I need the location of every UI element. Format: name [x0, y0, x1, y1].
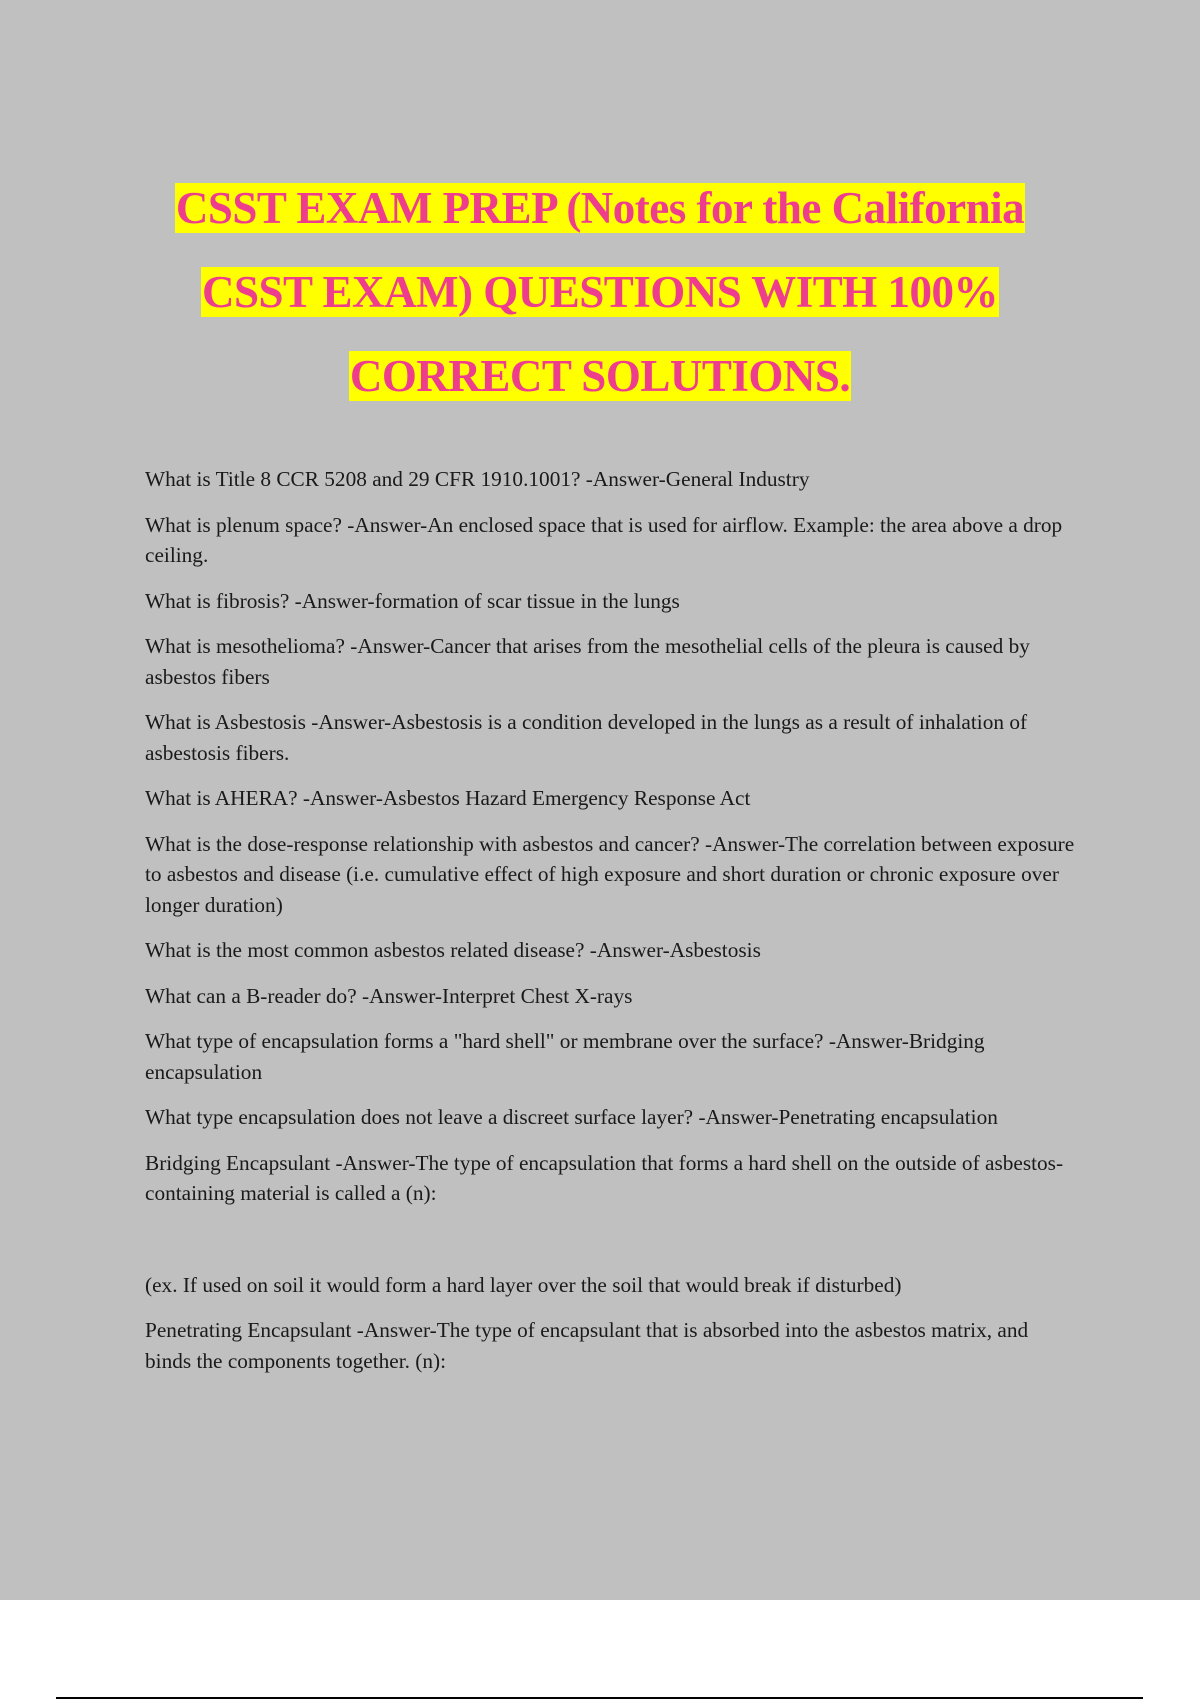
qa-entry: What is AHERA? -Answer-Asbestos Hazard Emergency Response Act — [145, 786, 751, 810]
qa-entry: What is the most common asbestos related disease? -Answer-Asbestosis — [145, 938, 761, 962]
document-title — [0, 166, 1200, 418]
qa-entry: What is Asbestosis -Answer-Asbestosis is a condition developed in the lungs as a result of inhalation of asbestosis fibers. — [145, 710, 1028, 765]
qa-list — [145, 464, 1075, 1391]
qa-entry: What is mesothelioma? -Answer-Cancer that arises from the mesothelial cells of the pleura is caused by asbestos fibers — [145, 634, 1030, 689]
qa-entry: What type of encapsulation forms a "hard shell" or membrane over the surface? -Answer-Bridging encapsulation — [145, 1029, 985, 1084]
title-line-text: CSST EXAM PREP (Notes for the California — [175, 183, 1025, 233]
qa-entry: What type encapsulation does not leave a discreet surface layer? -Answer-Penetrating encapsulation — [145, 1105, 998, 1129]
title-line — [0, 250, 1200, 334]
qa-entry: What is fibrosis? -Answer-formation of scar tissue in the lungs — [145, 588, 680, 613]
qa-entry: What is plenum space? -Answer-An enclosed space that is used for airflow. Example: the area above a drop ceiling. — [145, 512, 1063, 567]
qa-entry: Bridging Encapsulant -Answer-The type of encapsulation that forms a hard shell on the outside of asbestos-containing material is called a (n): — [145, 1150, 1064, 1205]
title-line — [0, 334, 1200, 418]
qa-entry-example: (ex. If used on soil it would form a hard layer over the soil that would break if disturbed) — [145, 1272, 902, 1297]
qa-entry: What is Title 8 CCR 5208 and 29 CFR 1910.1001? -Answer-General Industry — [145, 467, 810, 491]
qa-entry: Penetrating Encapsulant -Answer-The type of encapsulant that is absorbed into the asbestos matrix, and binds the components together. (n): — [145, 1318, 1029, 1373]
qa-entry: What can a B-reader do? -Answer-Interpret Chest X-rays — [145, 983, 633, 1008]
title-line — [0, 166, 1200, 250]
title-line-text: CORRECT SOLUTIONS. — [349, 351, 851, 401]
qa-entry: What is the dose-response relationship with asbestos and cancer? -Answer-The correlation between exposure to asbestos and disease (i.e. cumulative effect of high exposure and short duration or chronic exposure over longer duration) — [145, 831, 1075, 917]
footer-divider — [56, 1697, 1143, 1699]
title-line-text: CSST EXAM) QUESTIONS WITH 100% — [201, 267, 999, 317]
